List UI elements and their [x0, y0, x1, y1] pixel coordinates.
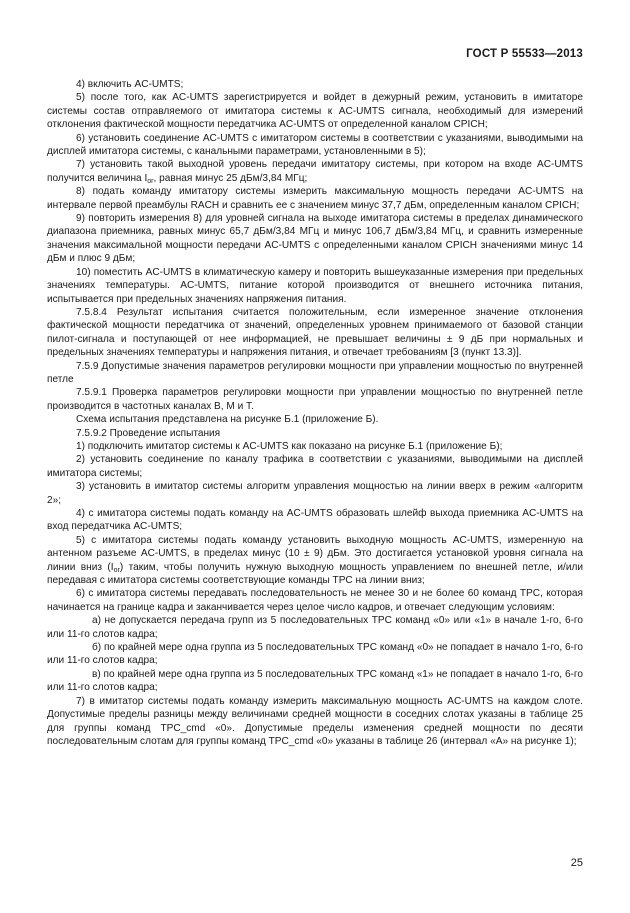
text-fragment: ) таким, чтобы получить нужную выходную мощность управлением по внешней петле, и/или передавая с имитатора системы соответствующие команды TPC на линии вниз;	[47, 561, 584, 587]
paragraph: Схема испытания представлена на рисунке Б.1 (приложение Б).	[76, 414, 379, 426]
list-item	[47, 534, 583, 588]
subscript: or	[147, 177, 154, 185]
list-item: 4) включить AC-UMTS;	[76, 79, 184, 90]
list-item: 10) поместить AC-UMTS в климатическую камеру и повторить вышеуказанные измерения при предельных значениях температуры. AC-UMTS, питание которой производится от внешнего источника питания, испытывается при предельных значениях напряжения питания.	[47, 266, 583, 305]
list-item	[47, 158, 583, 185]
list-item: 9) повторить измерения 8) для уровней сигнала на выходе имитатора системы в пределах динамического диапазона приемника, равных минус 65,7 дБм/3,84 МГц и минус 106,7 дБм/3,84 МГц, и сравнить измеренные значения максимальной мощности передачи AC-UMTS с определенными каналом CPICH значениями минус 14 дБм и плюс 9 дБм;	[47, 213, 583, 265]
list-item: 6) с имитатора системы передавать последовательность не менее 30 и не более 60 команд TPC, которая начинается на границе кадра и заканчивается через целое число кадров, и отвечает следующим условиям:	[47, 588, 583, 613]
list-item: 4) с имитатора системы подать команду на AC-UMTS образовать шлейф выхода приемника AC-UMTS на вход передатчика AC-UMTS;	[47, 508, 583, 533]
list-item: 3) установить в имитатор системы алгоритм управления мощностью на линии вверх в режим «алгоритм 2»;	[47, 481, 583, 506]
subscript: or	[113, 566, 120, 574]
list-item: 5) после того, как AC-UMTS зарегистрируется и войдет в дежурный режим, установить в имитаторе системы состав отправляемого от имитатора системы к AC-UMTS сигнала, необходимый для измерений отклонения фактической мощности передатчика AC-UMTS от определенной каналом CPICH;	[47, 92, 583, 131]
text-fragment: 5) с имитатора системы подать команду установить выходную мощность AC-UMTS, измеренную на антенном разъеме AC-UMTS, в пределах минус (10 ± 9) дБм. Это достигается установкой уровня сигнала на линии вниз (I	[47, 534, 583, 573]
page-number: 25	[570, 857, 583, 869]
list-item: 8) подать команду имитатору системы измерить максимальную мощность передачи AC-UMTS на интервале первой преамбулы RACH и сравнить ее с значением минус 37,7 дБм, определенным каналом CPICH;	[47, 186, 583, 211]
text-fragment: 7) установить такой выходной уровень передачи имитатору системы, при котором на входе AC-UMTS получится величина I	[47, 159, 583, 184]
list-item: 7) в имитатор системы подать команду измерить максимальную мощность AC-UMTS на каждом слоте. Допустимые пределы разницы между величинами средней мощности в соседних слотах указаны в таблице 25 для группы команд TPC_cmd «0». Допустимые пределы изменения средней мощности по десяти последовательным слотам для группы команд TPC_cmd «0» указаны в таблице 26 (интервал «А» на рисунке 1);	[47, 695, 583, 747]
paragraph: 7.5.9.1 Проверка параметров регулировки мощности при управлении мощностью по внутренней петле производится в частотных каналах В, М и Т.	[47, 387, 583, 412]
section-heading: 7.5.9.2 Проведение испытания	[76, 427, 221, 439]
text-fragment: , равная минус 25 дБм/3,84 МГц;	[153, 172, 308, 184]
sub-list-item: в) по крайней мере одна группа из 5 последовательных TPC команд «1» не попадает в начало 1-го, 6-го или 11-го слотов кадра;	[47, 668, 583, 694]
list-item: 1) подключить имитатор системы к AC-UMTS как показано на рисунке Б.1 (приложение Б);	[76, 440, 503, 452]
paragraph: 7.5.8.4 Результат испытания считается положительным, если измеренное значение отклонения фактической мощности передатчика от значений, определенных уровнем принимаемого от базовой станции пилот-сигнала и поступающей от нее информацией, не превышает величины ± 9 дБ при нормальных и предельных значениях температуры и напряжения питания, и отвечает требованиям [3 (пункт 13.3)].	[47, 306, 583, 359]
list-item: 2) установить соединение по каналу трафика в соответствии с указаниями, выводимыми на дисплей имитатора системы;	[47, 454, 583, 479]
sub-list-item: а) не допускается передача групп из 5 последовательных TPC команд «0» или «1» в начале 1-го, 6-го или 11-го слотов кадра;	[47, 615, 583, 640]
section-heading: 7.5.9 Допустимые значения параметров регулировки мощности при управлении мощностью по внутренней петле	[47, 360, 583, 385]
sub-list-item: б) по крайней мере одна группа из 5 последовательных TPC команд «0» не попадает в начало 1-го, 6-го или 11-го слотов кадра;	[47, 642, 583, 667]
list-item: 6) установить соединение AC-UMTS с имитатором системы в соответствии с указаниями, выводимыми на дисплей имитатора системы, с канальными параметрами, установленными в 5);	[47, 132, 583, 158]
standard-header: ГОСТ Р 55533—2013	[466, 48, 583, 60]
document-body	[47, 78, 583, 748]
